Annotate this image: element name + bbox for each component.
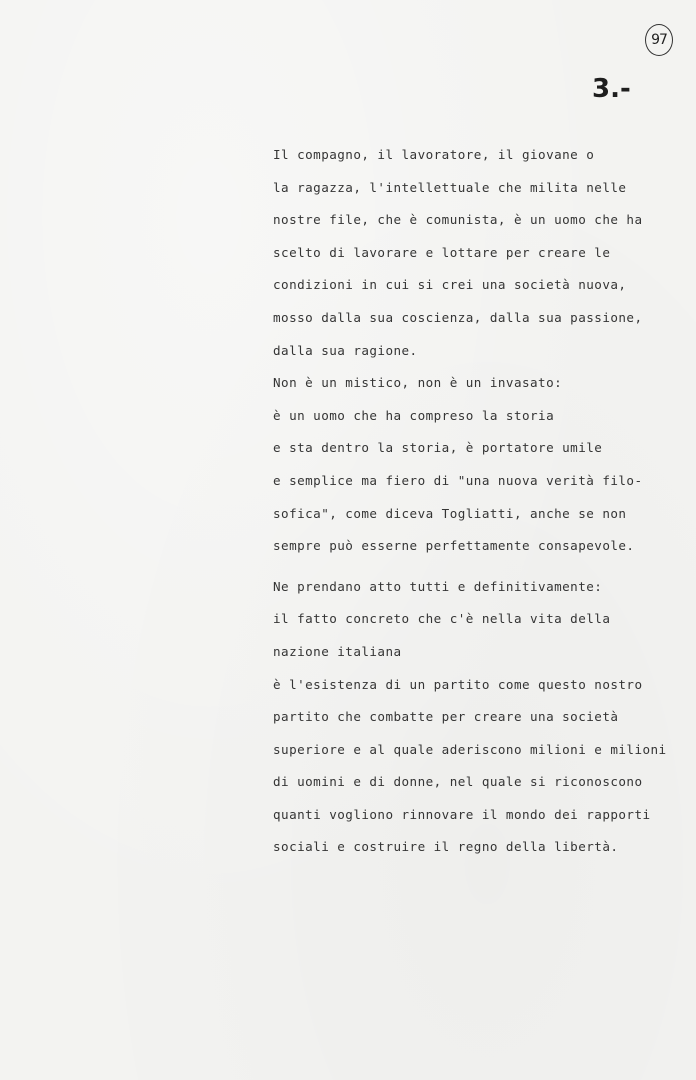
text-line: sociali e costruire il regno della libertà. [273,839,619,855]
text-line: scelto di lavorare e lottare per creare le [273,244,611,260]
text-line: il fatto concreto che c'è nella vita della [273,611,611,627]
body-text [273,145,693,870]
text-line: condizioni in cui si crei una società nuova, [273,277,627,293]
paragraph [273,577,693,870]
page-number: 3.- [592,74,631,104]
text-line: dalla sua ragione. [273,342,418,358]
text-line: di uomini e di donne, nel quale si riconoscono [273,774,643,790]
text-line: quanti vogliono rinnovare il mondo dei rapporti [273,806,651,822]
text-line: mosso dalla sua coscienza, dalla sua passione, [273,309,643,325]
text-line: superiore e al quale aderiscono milioni e milioni [273,741,667,757]
text-line: partito che combatte per creare una società [273,709,619,725]
archive-number-stamp: 97 [645,24,673,56]
text-line: nazione italiana [273,643,402,659]
paragraph-gap [273,569,693,577]
text-line: nostre file, che è comunista, è un uomo che ha [273,212,643,228]
text-line: è un uomo che ha compreso la storia [273,407,555,423]
text-line: Il compagno, il lavoratore, il giovane o [273,147,595,162]
text-line: Non è un mistico, non è un invasato: [273,375,563,391]
text-line: e sta dentro la storia, è portatore umile [273,440,603,456]
text-line: la ragazza, l'intellettuale che milita nelle [273,179,627,195]
text-line: sofica", come diceva Togliatti, anche se non [273,505,627,521]
text-line: è l'esistenza di un partito come questo nostro [273,676,643,692]
paragraph [273,145,693,569]
text-line: Ne prendano atto tutti e definitivamente: [273,578,603,594]
text-line: sempre può esserne perfettamente consapevole. [273,538,635,554]
text-line: e semplice ma fiero di "una nuova verità filo- [273,472,643,488]
